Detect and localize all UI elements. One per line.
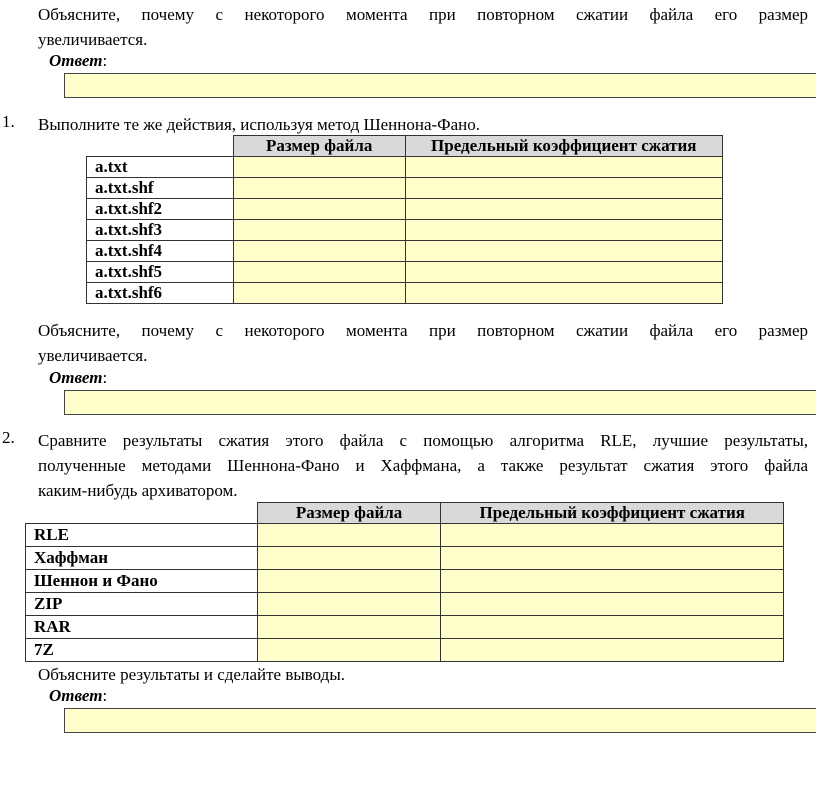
task1-text: Выполните те же действия, используя метод Шеннона-Фано. bbox=[38, 115, 480, 134]
header-compression-ratio: Предельный коэффициент сжатия bbox=[441, 503, 784, 524]
top-explain-line-1: Объясните, почему с некоторого момента при повторном сжатии файла его размер bbox=[38, 5, 808, 24]
table-row bbox=[87, 157, 723, 178]
table-row bbox=[26, 616, 784, 639]
row-label: Хаффман bbox=[26, 547, 258, 570]
task2-text-line-2: полученные методами Шеннона-Фано и Хаффмана, а также результат сжатия этого файла bbox=[38, 456, 808, 475]
table-row bbox=[26, 547, 784, 570]
row-label: ZIP bbox=[26, 593, 258, 616]
ratio-input-cell[interactable] bbox=[441, 547, 784, 570]
table-header-row bbox=[26, 503, 784, 524]
table-row bbox=[87, 199, 723, 220]
ratio-input-cell[interactable] bbox=[405, 178, 722, 199]
table-row bbox=[26, 570, 784, 593]
task2-table bbox=[25, 502, 784, 662]
size-input-cell[interactable] bbox=[233, 199, 405, 220]
ratio-input-cell[interactable] bbox=[405, 157, 722, 178]
table-row bbox=[26, 593, 784, 616]
size-input-cell[interactable] bbox=[233, 283, 405, 304]
size-input-cell[interactable] bbox=[233, 262, 405, 283]
size-input-cell[interactable] bbox=[257, 570, 441, 593]
table-header-row bbox=[87, 136, 723, 157]
size-input-cell[interactable] bbox=[257, 593, 441, 616]
size-input-cell[interactable] bbox=[257, 524, 441, 547]
table-row bbox=[26, 639, 784, 662]
size-input-cell[interactable] bbox=[233, 241, 405, 262]
top-answer-label: Ответ: bbox=[49, 51, 108, 70]
ratio-input-cell[interactable] bbox=[441, 570, 784, 593]
size-input-cell[interactable] bbox=[233, 178, 405, 199]
row-label: a.txt bbox=[87, 157, 234, 178]
header-compression-ratio: Предельный коэффициент сжатия bbox=[405, 136, 722, 157]
row-label: RAR bbox=[26, 616, 258, 639]
task1-answer-field[interactable] bbox=[64, 390, 816, 415]
task1-table bbox=[86, 135, 723, 304]
size-input-cell[interactable] bbox=[257, 639, 441, 662]
task2-text-line-3: каким-нибудь архиватором. bbox=[38, 481, 238, 500]
row-label: 7Z bbox=[26, 639, 258, 662]
top-explain-line-2: увеличивается. bbox=[38, 30, 148, 49]
ratio-input-cell[interactable] bbox=[405, 241, 722, 262]
row-label: a.txt.shf5 bbox=[87, 262, 234, 283]
row-label: a.txt.shf4 bbox=[87, 241, 234, 262]
top-answer-field[interactable] bbox=[64, 73, 816, 98]
task1-number: 1. bbox=[2, 112, 15, 131]
task1-explain-line-2: увеличивается. bbox=[38, 346, 148, 365]
task2-answer-field[interactable] bbox=[64, 708, 816, 733]
ratio-input-cell[interactable] bbox=[405, 283, 722, 304]
size-input-cell[interactable] bbox=[233, 157, 405, 178]
task2-answer-label: Ответ: bbox=[49, 686, 108, 705]
table-row bbox=[87, 262, 723, 283]
task2-text-line-1: Сравните результаты сжатия этого файла с помощью алгоритма RLE, лучшие результаты, bbox=[38, 431, 808, 450]
header-file-size: Размер файла bbox=[233, 136, 405, 157]
task1-explain-line-1: Объясните, почему с некоторого момента при повторном сжатии файла его размер bbox=[38, 321, 808, 340]
task2-number: 2. bbox=[2, 428, 15, 447]
row-label: a.txt.shf6 bbox=[87, 283, 234, 304]
task2-conclusion: Объясните результаты и сделайте выводы. bbox=[38, 665, 346, 684]
size-input-cell[interactable] bbox=[257, 616, 441, 639]
header-blank-cell bbox=[26, 503, 258, 524]
ratio-input-cell[interactable] bbox=[405, 220, 722, 241]
size-input-cell[interactable] bbox=[233, 220, 405, 241]
row-label: a.txt.shf3 bbox=[87, 220, 234, 241]
table-row bbox=[87, 178, 723, 199]
ratio-input-cell[interactable] bbox=[405, 199, 722, 220]
ratio-input-cell[interactable] bbox=[441, 524, 784, 547]
header-file-size: Размер файла bbox=[257, 503, 441, 524]
header-blank-cell bbox=[87, 136, 234, 157]
row-label: a.txt.shf2 bbox=[87, 199, 234, 220]
row-label: a.txt.shf bbox=[87, 178, 234, 199]
task1-answer-label: Ответ: bbox=[49, 368, 108, 387]
ratio-input-cell[interactable] bbox=[441, 639, 784, 662]
table-row bbox=[87, 241, 723, 262]
table-row bbox=[87, 283, 723, 304]
row-label: Шеннон и Фано bbox=[26, 570, 258, 593]
row-label: RLE bbox=[26, 524, 258, 547]
ratio-input-cell[interactable] bbox=[405, 262, 722, 283]
size-input-cell[interactable] bbox=[257, 547, 441, 570]
ratio-input-cell[interactable] bbox=[441, 616, 784, 639]
ratio-input-cell[interactable] bbox=[441, 593, 784, 616]
table-row bbox=[26, 524, 784, 547]
table-row bbox=[87, 220, 723, 241]
